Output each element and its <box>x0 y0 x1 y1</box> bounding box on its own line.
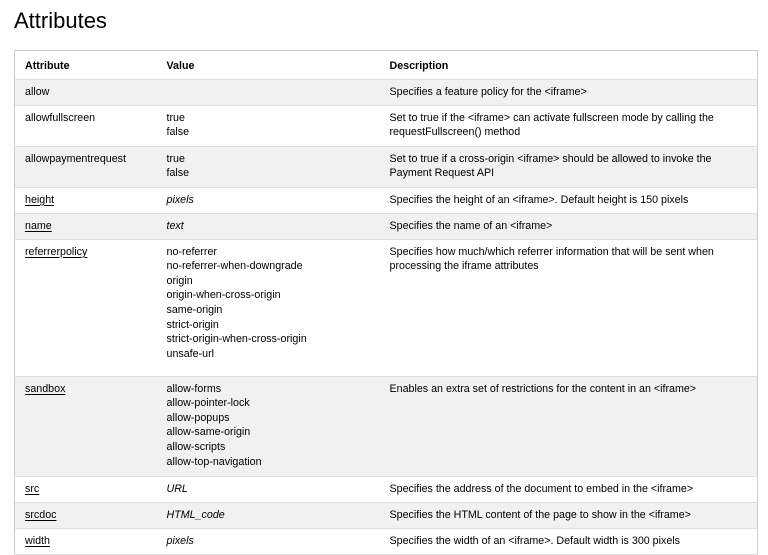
table-row <box>15 376 758 476</box>
cell-value <box>157 528 380 554</box>
value-option: allow-same-origin <box>166 426 251 439</box>
cell-attribute <box>15 213 157 239</box>
header-description: Description <box>380 51 758 80</box>
cell-attribute <box>15 146 157 187</box>
cell-attribute <box>15 187 157 213</box>
header-attribute: Attribute <box>15 51 157 80</box>
cell-description: Set to true if a cross-origin <iframe> should be allowed to invoke the Payment Request API <box>380 146 758 187</box>
cell-attribute <box>15 239 157 376</box>
cell-attribute <box>15 528 157 554</box>
table-row <box>15 105 758 146</box>
cell-description: Specifies the HTML content of the page to show in the <iframe> <box>380 502 758 528</box>
value-option: origin <box>166 274 193 287</box>
value-option: origin-when-cross-origin <box>166 289 281 302</box>
cell-attribute <box>15 79 157 105</box>
cell-description: Specifies the height of an <iframe>. Default height is 150 pixels <box>380 187 758 213</box>
value-option: strict-origin <box>166 318 219 331</box>
value-option: true <box>166 111 185 124</box>
cell-attribute <box>15 476 157 502</box>
cell-attribute <box>15 376 157 476</box>
page-title: Attributes <box>14 8 107 33</box>
value-option: no-referrer <box>166 245 217 258</box>
value-option: same-origin <box>166 303 223 316</box>
attribute-link-3[interactable]: height <box>25 193 55 206</box>
cell-value <box>157 187 380 213</box>
attribute-link-6[interactable]: sandbox <box>25 382 66 395</box>
header-value: Value <box>157 51 380 80</box>
table-header-row <box>15 51 758 80</box>
cell-description: Specifies the name of an <iframe> <box>380 213 758 239</box>
cell-value <box>157 213 380 239</box>
cell-value <box>157 79 380 105</box>
table-row <box>15 146 758 187</box>
attribute-link-7[interactable]: src <box>25 482 40 495</box>
value-option: false <box>166 126 190 139</box>
cell-description: Specifies the width of an <iframe>. Default width is 300 pixels <box>380 528 758 554</box>
cell-description: Enables an extra set of restrictions for the content in an <iframe> <box>380 376 758 476</box>
cell-attribute <box>15 502 157 528</box>
value-option: allow-popups <box>166 411 230 424</box>
value-option: allow-scripts <box>166 440 226 453</box>
value-option: pixels <box>166 534 194 547</box>
cell-attribute <box>15 105 157 146</box>
cell-description: Specifies a feature policy for the <iframe> <box>380 79 758 105</box>
value-option: false <box>166 167 190 180</box>
table-row <box>15 213 758 239</box>
cell-value <box>157 502 380 528</box>
table-row <box>15 502 758 528</box>
value-option: true <box>166 152 185 165</box>
attributes-table <box>14 50 758 555</box>
attribute-link-5[interactable]: referrerpolicy <box>25 245 88 258</box>
attribute-link-9[interactable]: width <box>25 534 50 547</box>
attribute-name-0: allow <box>25 85 50 98</box>
value-option: allow-pointer-lock <box>166 397 250 410</box>
cell-value <box>157 146 380 187</box>
cell-description: Set to true if the <iframe> can activate fullscreen mode by calling the requestFullscreen() method <box>380 105 758 146</box>
value-option: allow-top-navigation <box>166 455 262 468</box>
value-option: text <box>166 219 184 232</box>
cell-value <box>157 105 380 146</box>
cell-description: Specifies how much/which referrer information that will be sent when processing the iframe attributes <box>380 239 758 376</box>
attribute-name-2: allowpaymentrequest <box>25 152 126 165</box>
cell-value <box>157 376 380 476</box>
value-option: strict-origin-when-cross-origin <box>166 333 307 346</box>
table-row <box>15 528 758 554</box>
value-option: URL <box>166 482 188 495</box>
table-row <box>15 79 758 105</box>
value-option: unsafe-url <box>166 347 215 360</box>
cell-value <box>157 239 380 376</box>
table-body <box>15 79 758 554</box>
table-row <box>15 239 758 376</box>
value-option: pixels <box>166 193 194 206</box>
attribute-link-4[interactable]: name <box>25 219 52 232</box>
cell-value <box>157 476 380 502</box>
value-option: no-referrer-when-downgrade <box>166 260 303 273</box>
value-option: HTML_code <box>166 508 225 521</box>
value-option: allow-forms <box>166 382 222 395</box>
table-row <box>15 187 758 213</box>
table-row <box>15 476 758 502</box>
cell-description: Specifies the address of the document to embed in the <iframe> <box>380 476 758 502</box>
attribute-name-1: allowfullscreen <box>25 111 96 124</box>
attribute-link-8[interactable]: srcdoc <box>25 508 57 521</box>
